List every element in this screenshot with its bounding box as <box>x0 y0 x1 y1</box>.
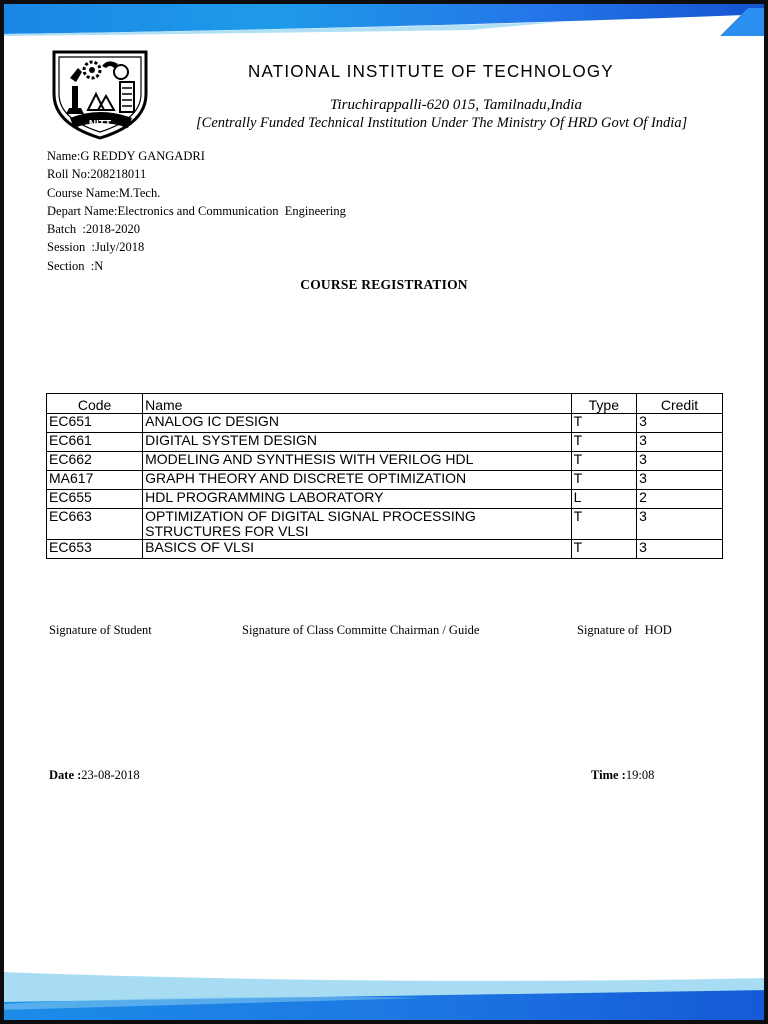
course-code: EC663 <box>47 509 143 540</box>
table-row <box>47 540 723 559</box>
table-row <box>47 452 723 471</box>
course-type: T <box>571 471 636 490</box>
course-name-cell: ANALOG IC DESIGN <box>143 414 572 433</box>
course-type: T <box>571 433 636 452</box>
table-row <box>47 433 723 452</box>
course-name: M.Tech. <box>118 185 161 200</box>
header-name: Name <box>143 394 572 414</box>
session: July/2018 <box>94 240 145 255</box>
institute-subtitle: [Centrally Funded Technical Institution Under The Ministry Of HRD Govt Of India] <box>196 115 688 131</box>
student-info <box>47 147 346 275</box>
course-type: T <box>571 414 636 433</box>
section-row: Section :N <box>47 258 104 273</box>
batch: 2018-2020 <box>85 222 141 237</box>
table-row <box>47 471 723 490</box>
table-row <box>47 414 723 433</box>
course-credit: 3 <box>637 452 723 471</box>
department-row: Depart Name:Electronics and Communication Engineering <box>47 203 346 218</box>
header-code: Code <box>47 394 143 414</box>
date-value: 23-08-2018 <box>81 768 140 782</box>
date-label: Date : <box>49 768 82 782</box>
time-value: 19:08 <box>625 768 655 782</box>
course-code: EC655 <box>47 490 143 509</box>
table-row <box>47 509 723 540</box>
department-name: Electronics and Communication Engineering <box>117 203 346 218</box>
top-decorative-band <box>0 0 768 36</box>
course-credit: 3 <box>637 471 723 490</box>
course-credit: 3 <box>637 540 723 559</box>
course-credit: 3 <box>637 414 723 433</box>
course-type: T <box>571 509 636 540</box>
roll-no-row: Roll No:208218011 <box>47 167 147 182</box>
course-credit: 3 <box>637 509 723 540</box>
logo-text: NITT <box>88 119 112 130</box>
header-credit: Credit <box>637 394 723 414</box>
bottom-decorative-band <box>0 964 768 1024</box>
course-table <box>46 393 723 559</box>
course-name-row: Course Name:M.Tech. <box>47 185 161 200</box>
institute-title: NATIONAL INSTITUTE OF TECHNOLOGY <box>248 61 614 82</box>
course-credit: 3 <box>637 433 723 452</box>
signature-student: Signature of Student <box>49 623 152 637</box>
course-name-cell: GRAPH THEORY AND DISCRETE OPTIMIZATION <box>143 471 572 490</box>
student-name: G REDDY GANGADRI <box>80 149 205 163</box>
course-name-cell: DIGITAL SYSTEM DESIGN <box>143 433 572 452</box>
course-type: T <box>571 540 636 559</box>
signature-committee: Signature of Class Committe Chairman / Guide <box>242 623 480 637</box>
student-name-row: Name:G REDDY GANGADRI <box>47 149 205 163</box>
header-type: Type <box>571 394 636 414</box>
course-credit: 2 <box>637 490 723 509</box>
time-label: Time : <box>591 768 626 782</box>
course-type: T <box>571 452 636 471</box>
course-code: EC653 <box>47 540 143 559</box>
course-code: MA617 <box>47 471 143 490</box>
institute-address: Tiruchirappalli-620 015, Tamilnadu,India <box>330 97 582 113</box>
section-title: COURSE REGISTRATION <box>300 277 468 292</box>
batch-row: Batch :2018-2020 <box>47 222 141 237</box>
session-row: Session :July/2018 <box>47 240 145 255</box>
course-type: L <box>571 490 636 509</box>
time-field <box>591 768 654 783</box>
course-name-cell: BASICS OF VLSI <box>143 540 572 559</box>
roll-no: 208218011 <box>90 167 147 182</box>
date-field <box>49 768 140 783</box>
course-code: EC651 <box>47 414 143 433</box>
course-code: EC661 <box>47 433 143 452</box>
section: N <box>94 258 104 273</box>
course-code: EC662 <box>47 452 143 471</box>
course-name-cell: MODELING AND SYNTHESIS WITH VERILOG HDL <box>143 452 572 471</box>
table-header-row <box>47 394 723 414</box>
table-row <box>47 490 723 509</box>
course-name-cell: HDL PROGRAMMING LABORATORY <box>143 490 572 509</box>
institute-logo <box>48 48 152 140</box>
signature-hod: Signature of HOD <box>577 623 672 637</box>
course-name-cell: OPTIMIZATION OF DIGITAL SIGNAL PROCESSING STRUCTURES FOR VLSI <box>143 509 572 540</box>
